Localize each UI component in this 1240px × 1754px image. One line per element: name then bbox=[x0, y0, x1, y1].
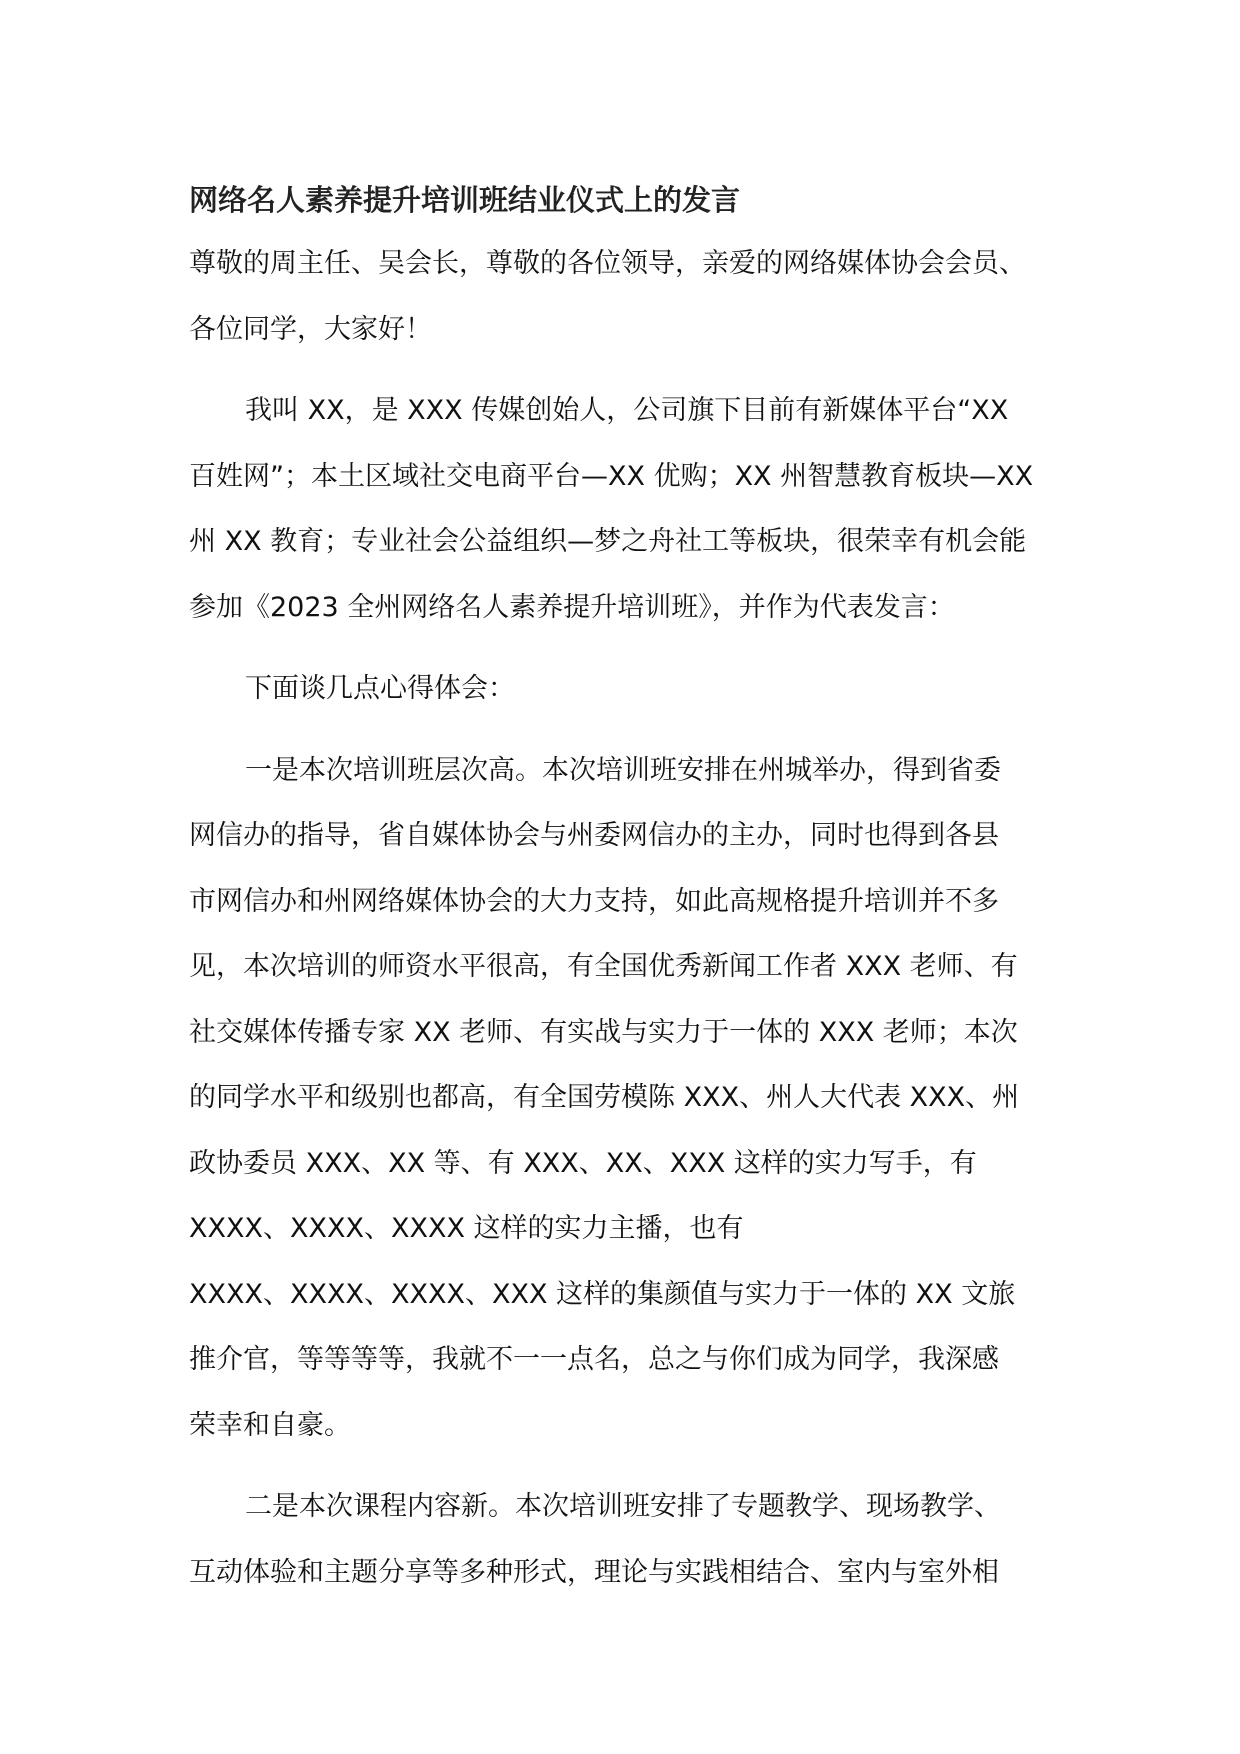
text-line: 二是本次课程内容新。本次培训班安排了专题教学、现场教学、 bbox=[245, 1491, 1001, 1522]
document-title: 网络名人素养提升培训班结业仪式上的发言 bbox=[189, 183, 741, 217]
text-line: 政协委员 XXX、XX 等、有 XXX、XX、XXX 这样的实力写手，有 bbox=[189, 1147, 977, 1179]
text-line: 社交媒体传播专家 XX 老师、有实战与实力于一体的 XXX 老师；本次 bbox=[189, 1016, 1018, 1048]
text-line: 市网信办和州网络媒体协会的大力支持，如此高规格提升培训并不多 bbox=[189, 885, 999, 917]
paragraph-transition bbox=[189, 656, 1061, 722]
paragraph-point-one bbox=[189, 738, 1061, 1459]
text-line: 百姓网”；本土区域社交电商平台—XX 优购；XX 州智慧教育板块—XX bbox=[189, 460, 1034, 492]
text-line: 见，本次培训的师资水平很高，有全国优秀新闻工作者 XXX 老师、有 bbox=[189, 951, 1018, 982]
text-line: 互动体验和主题分享等多种形式，理论与实践相结合、室内与室外相 bbox=[189, 1556, 999, 1588]
text-line: 一是本次培训班层次高。本次培训班安排在州城举办，得到省委 bbox=[245, 754, 1001, 786]
text-line: 参加《2023 全州网络名人素养提升培训班》，并作为代表发言： bbox=[189, 591, 955, 623]
text-line: 网信办的指导，省自媒体协会与州委网信办的主办，同时也得到各县 bbox=[189, 820, 999, 851]
text-line: 尊敬的周主任、吴会长，尊敬的各位领导，亲爱的网络媒体协会会员、 bbox=[189, 248, 1026, 279]
text-line: 各位同学，大家好！ bbox=[189, 313, 432, 345]
text-line: 我叫 XX，是 XXX 传媒创始人，公司旗下目前有新媒体平台“XX bbox=[245, 395, 1009, 426]
document-body bbox=[189, 172, 1061, 1605]
text-line: 推介官，等等等等，我就不一一点名，总之与你们成为同学，我深感 bbox=[189, 1344, 999, 1375]
text-line: 下面谈几点心得体会： bbox=[245, 673, 515, 704]
paragraph-point-two bbox=[189, 1474, 1061, 1605]
text-line: XXXX、XXXX、XXXX 这样的实力主播，也有 bbox=[189, 1213, 744, 1244]
text-line: XXXX、XXXX、XXXX、XXX 这样的集颜值与实力于一体的 XX 文旅 bbox=[189, 1278, 1016, 1310]
paragraph-greeting bbox=[189, 231, 1061, 362]
text-line: 的同学水平和级别也都高，有全国劳模陈 XXX、州人大代表 XXX、州 bbox=[189, 1082, 1020, 1113]
paragraph-introduction bbox=[189, 378, 1061, 640]
text-line: 荣幸和自豪。 bbox=[189, 1409, 351, 1441]
text-line: 州 XX 教育；专业社会公益组织—梦之舟社工等板块，很荣幸有机会能 bbox=[189, 526, 1027, 557]
